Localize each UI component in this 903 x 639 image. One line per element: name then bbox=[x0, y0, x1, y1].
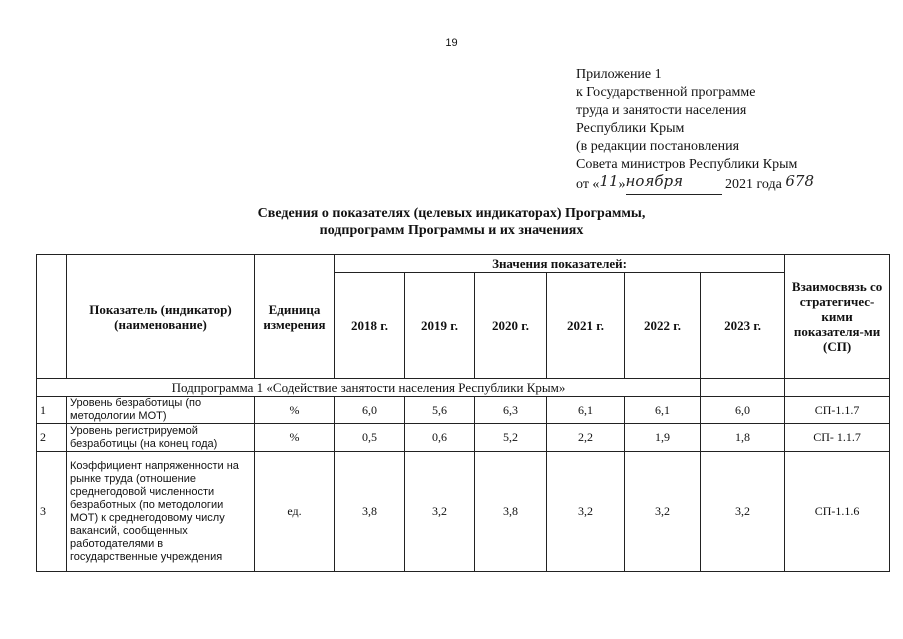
row-value: 3,8 bbox=[475, 452, 547, 572]
row-index: 3 bbox=[37, 452, 67, 572]
table-row bbox=[37, 424, 890, 452]
row-value: 6,1 bbox=[547, 397, 625, 424]
year-header: 2019 г. bbox=[405, 273, 475, 379]
page-number: 19 bbox=[445, 37, 458, 49]
row-name: Уровень регистрируемой безработицы (на конец года) bbox=[67, 424, 255, 452]
handwritten-month: ноября bbox=[625, 172, 684, 190]
row-value: 1,8 bbox=[701, 424, 785, 452]
appendix-line: Приложение 1 bbox=[576, 67, 662, 82]
row-value: 6,0 bbox=[701, 397, 785, 424]
header-link: Взаимосвязь со стратегичес-кими показателя-ми (СП) bbox=[785, 255, 890, 379]
year-header: 2021 г. bbox=[547, 273, 625, 379]
header-index bbox=[37, 255, 67, 379]
appendix-block bbox=[576, 66, 876, 195]
header-values: Значения показателей: bbox=[335, 255, 785, 273]
resolution-date-line bbox=[576, 174, 876, 195]
year-header: 2023 г. bbox=[701, 273, 785, 379]
row-value: 5,6 bbox=[405, 397, 475, 424]
table-row bbox=[37, 452, 890, 572]
row-link: СП-1.1.7 bbox=[785, 397, 890, 424]
row-unit: ед. bbox=[255, 452, 335, 572]
date-separator: » bbox=[618, 177, 626, 192]
appendix-line: труда и занятости населения bbox=[576, 103, 747, 118]
row-value: 6,0 bbox=[335, 397, 405, 424]
appendix-line: Республики Крым bbox=[576, 121, 685, 136]
row-unit: % bbox=[255, 397, 335, 424]
indicators-table bbox=[36, 254, 890, 572]
appendix-line: (в редакции постановления bbox=[576, 139, 740, 154]
date-month-blank bbox=[626, 174, 722, 195]
row-link: СП- 1.1.7 bbox=[785, 424, 890, 452]
row-unit: % bbox=[255, 424, 335, 452]
row-index: 1 bbox=[37, 397, 67, 424]
row-link: СП-1.1.6 bbox=[785, 452, 890, 572]
row-value: 5,2 bbox=[475, 424, 547, 452]
subprogram-title: Подпрограмма 1 «Содействие занятости населения Республики Крым» bbox=[37, 379, 701, 397]
row-value: 3,2 bbox=[405, 452, 475, 572]
header-unit: Единица измерения bbox=[255, 255, 335, 379]
handwritten-day: 11 bbox=[599, 172, 619, 190]
row-value: 0,6 bbox=[405, 424, 475, 452]
row-name: Уровень безработицы (по методологии МОТ) bbox=[67, 397, 255, 424]
row-value: 2,2 bbox=[547, 424, 625, 452]
date-prefix: от « bbox=[576, 177, 600, 192]
appendix-line: Совета министров Республики Крым bbox=[576, 157, 798, 172]
title-line-1: Сведения о показателях (целевых индикаторах) Программы, bbox=[257, 206, 646, 221]
date-year: 2021 года bbox=[725, 177, 782, 192]
year-header: 2022 г. bbox=[625, 273, 701, 379]
year-header: 2018 г. bbox=[335, 273, 405, 379]
subprogram-empty-cell bbox=[701, 379, 785, 397]
title-line-2: подпрограмм Программы и их значениях bbox=[319, 223, 584, 238]
header-indicator: Показатель (индикатор) (наименование) bbox=[67, 255, 255, 379]
document-title bbox=[0, 205, 903, 239]
row-value: 3,2 bbox=[701, 452, 785, 572]
row-value: 3,2 bbox=[625, 452, 701, 572]
row-value: 3,2 bbox=[547, 452, 625, 572]
row-value: 1,9 bbox=[625, 424, 701, 452]
row-value: 0,5 bbox=[335, 424, 405, 452]
table-row bbox=[37, 397, 890, 424]
handwritten-number: 678 bbox=[785, 172, 814, 190]
appendix-line: к Государственной программе bbox=[576, 85, 756, 100]
row-value: 6,3 bbox=[475, 397, 547, 424]
row-value: 6,1 bbox=[625, 397, 701, 424]
year-header: 2020 г. bbox=[475, 273, 547, 379]
subprogram-empty-cell bbox=[785, 379, 890, 397]
row-name: Коэффициент напряженности на рынке труда (отношение среднегодовой численности безработных (по методологии МОТ) к среднегодовому числу вакансий, сообщенных работодателями в государственные учреждения bbox=[67, 452, 255, 572]
row-value: 3,8 bbox=[335, 452, 405, 572]
row-index: 2 bbox=[37, 424, 67, 452]
